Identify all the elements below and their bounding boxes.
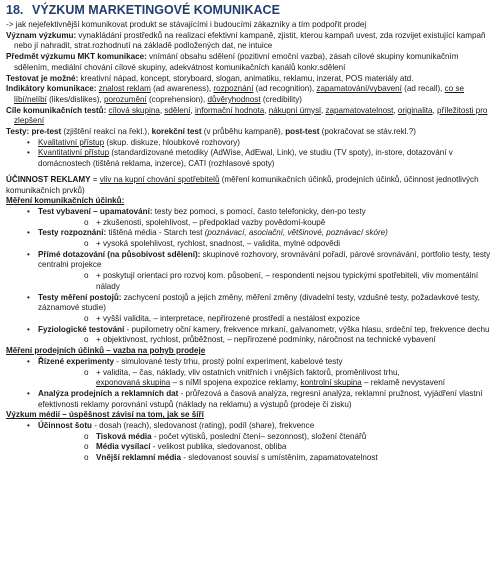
title-text: VÝZKUM MARKETINGOVÉ KOMUNIKACE <box>32 3 280 17</box>
list-item-spot-effectiveness: • Účinnost šotu - dosah (reach), sledovanost (rating), podíl (share), frekvence o Tisková média - počet výtisků, poslední čtení– sezonnost), složení čtenářů o Média vysílací - velikost publika, sledovanost, obliba o Vnější reklamní média - sledovanost souvisí s umístěním, zapamatovatelnost <box>6 421 494 464</box>
list-item-recognition-test: • Testy rozpoznání: tištěná média - Starch test (poznávací, asociační, většinové, poznávací skóre) o + vysoká spolehlivost, rychlost, snadnost, – validita, mylné odpovědi <box>6 228 494 249</box>
communication-effects-list <box>6 207 494 346</box>
sales-effects-list <box>6 357 494 411</box>
section-title-sales-effects: Měření prodejních účinků – vazba na pohyb prodeje <box>6 346 206 356</box>
list-item-physiological-testing: • Fyziologické testování - pupilometry oční kamery, frekvence mrkaní, galvanometr, výška hlasu, srdeční tep, frekvence dechu o + objektivnost, rychlost, průběžnost, – nepřirozené podmínky, náročnost na technické vybavení <box>6 325 494 346</box>
list-item-quantitative: • Kvantitativní přístup (standardizované metodiky (AdWise, AdEwal, Link), ve studiu (TV spoty), in-store, dotazování v domácnostech (tištěná reklama, inzerce), CATI (rozhlasové spoty) <box>27 148 453 169</box>
list-item-sales-data-analysis: • Analýza prodejních a reklamních dat - průřezová a časová analýza, regresní analýza, reklamní pružnost, vyjádření vlastní efektivnosti reklamy porovnání vstupů (náklady na reklamu) a výstupů (prodeje či zisku) <box>27 388 483 409</box>
meaning-paragraph: Význam výzkumu: vynakládání prostředků na realizaci efektivní kampaně, zjistit, kterou kampaň uvest, zda rozvijet existující kampaň nebo jí nahradit, strat.rozhodnutí na základě podložených dat, ne intuice <box>6 30 486 51</box>
indicators-paragraph: Indikátory komunikace: znalost reklam (ad awareness), rozpoznání (ad recognition), zapamatování/vybavení (ad recall), co se líbí/nelíbí (likes/dislikes), porozumění (coprehension), důvěryhodnost (credibility) <box>6 84 465 104</box>
sub-item-print-media: o Tisková média - počet výtisků, poslední čtení– sezonnost), složení čtenářů <box>84 431 367 441</box>
intro-line: -> jak nejefektivnější komunikovat produkt se stávajícími i budoucími zákazníky a tím podpořit prodej <box>6 20 367 29</box>
list-item-direct-questioning: • Přímé dotazování (na působivost sdělení): skupinové rozhovory, srovnávání pořadí, párové srovnávání, portfolio testy, testy centralni projekce o + poskytují orientaci pro rozvoj kom. působení, – respondenti nejsou typickými spotřebiteli, vliv momentální nálady <box>6 250 494 293</box>
title-number: 18. <box>6 3 24 17</box>
sub-item: o + vyšší validita, – interpretace, nepřirozené prostředí a nestálost expozice <box>84 313 360 323</box>
goals-paragraph: Cíle komunikačních testů: cílová skupina, sdělení, informační hodnota, nákupní úmysl, zapamatovatelnost, originalita, příležitosti pro zlepšení <box>6 105 488 126</box>
ad-effectiveness-paragraph: ÚČINNOST REKLAMY = vliv na kupní chování spotřebitelů (měření komunikačních účinků, prodejních účinků, účinnost jednotlivých komunikačních prvků) <box>6 174 479 195</box>
list-item-qualitative: • Kvalitativní přístup (skup. diskuze, hloubkové rozhovory) <box>27 137 240 147</box>
sub-item: o + vysoká spolehlivost, rychlost, snadnost, – validita, mylné odpovědi <box>84 239 341 249</box>
list-item-attitude-tests: • Testy měření postojů: zachycení postojů a jejich změny, měření změny (divadelní testy, vzdušné testy, požadavkové testy, záznamové studie) o + vyšší validita, – interpretace, nepřirozené prostředí a nestálost expozice <box>6 293 494 325</box>
subject-paragraph: Předmět výzkumu MKT komunikace: vnímání obsahu sdělení (pozitivní emoční vazba), zásah cílové skupiny komunikačním sdělením, mediální chování cílové skupiny, adekvátnost komunikačních kanálů konkr.sdělení <box>6 52 459 72</box>
sub-item-broadcast-media: o Média vysílací - velikost publika, sledovanost, obliba <box>84 442 287 452</box>
list-item-recall-test: • Test vybavení – upamatování: testy bez pomoci, s pomocí, často telefonicky, den-po testy o + zkušenosti, spolehlivost, – předpoklad vazby povědomí-koupě <box>6 207 494 228</box>
approach-list <box>6 138 494 170</box>
tests-paragraph: Testy: pre-test (zjištění reakcí na řekl.), korekční test (v průběhu kampaně), post-test (pokračovat se stáv.rekl.?) <box>6 127 416 137</box>
page-title <box>6 3 494 18</box>
list-item-controlled-experiments: • Řízené experimenty - simulované testy trhu, prostý polní experiment, kabelové testy o + validita, – čas, náklady, vliv ostatních vnitřních i vnějších faktorů, proměnlivost trhu, exponovaná skupina – s níMI spojena expozice reklamy, kontrolní skupina – reklamě nevystavení <box>6 357 494 389</box>
section-title-communication-effects: Měření komunikačních účinků: <box>6 196 125 206</box>
sub-item-outdoor-media: o Vnější reklamní média - sledovanost souvisí s umístěním, zapamatovatelnost <box>84 453 378 463</box>
sub-item: o + zkušenosti, spolehlivost, – předpoklad vazby povědomí-koupě <box>84 217 326 227</box>
section-title-media-research: Výzkum médií – úspěšnost závisí na tom, jak se šíří <box>6 410 204 420</box>
testable-paragraph: Testovat je možné: kreativní nápad, koncept, storyboard, slogan, animatiku, reklamu, inzerat, POS materiály atd. <box>6 73 414 83</box>
media-research-list <box>6 421 494 464</box>
sub-item: o + poskytují orientaci pro rozvoj kom. působení, – respondenti nejsou typickými spotřebiteli, vliv momentální nálady <box>84 271 479 291</box>
sub-item: o + objektivnost, rychlost, průběžnost, – nepřirozené podmínky, náročnost na technické vybavení <box>84 335 436 345</box>
sub-item: o + validita, – čas, náklady, vliv ostatních vnitřních i vnějších faktorů, proměnlivost trhu, exponovaná skupina – s níMI spojena expozice reklamy, kontrolní skupina – reklamě nevystavení <box>84 367 446 388</box>
